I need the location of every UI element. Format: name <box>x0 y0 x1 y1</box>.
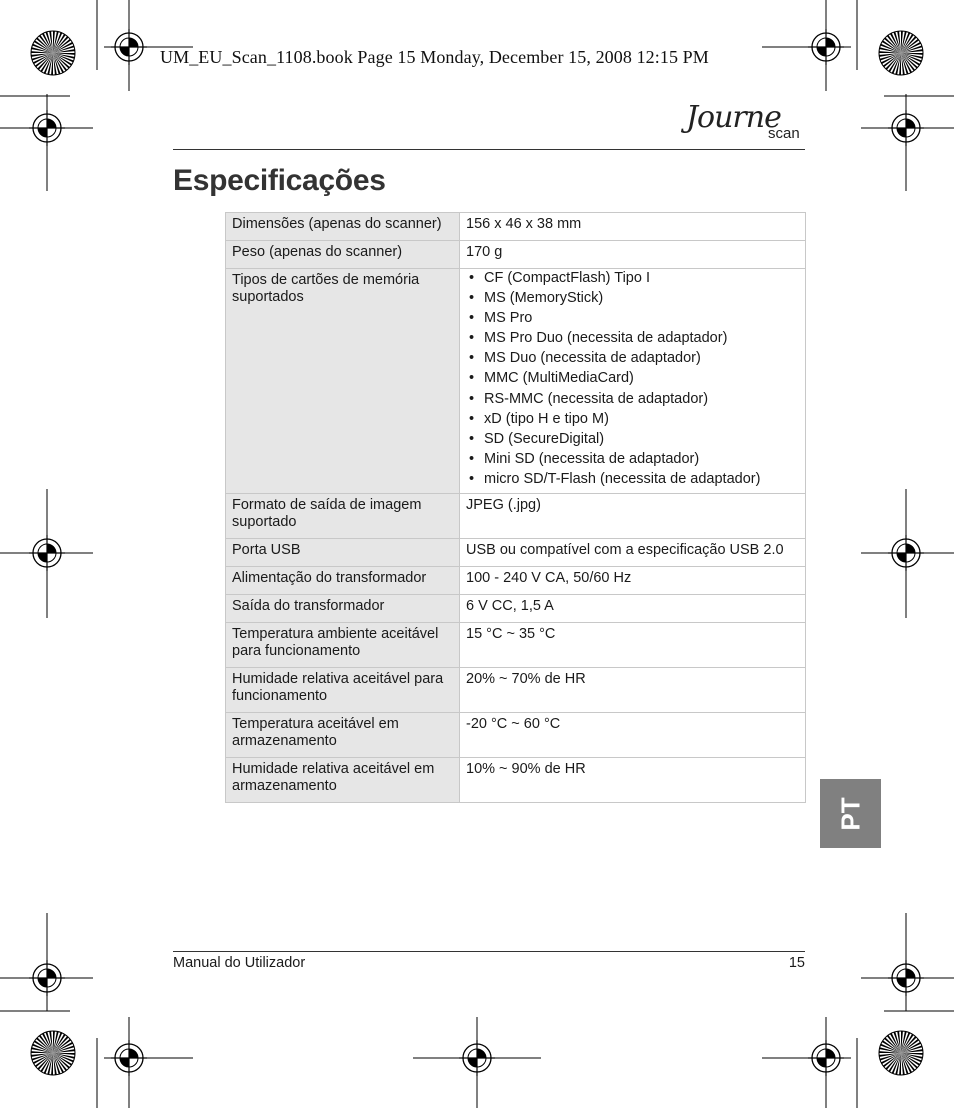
list-item-text: MS Pro <box>484 310 533 327</box>
bullet-icon: • <box>469 390 475 407</box>
page-number: 15 <box>788 955 805 971</box>
print-slug: UM_EU_Scan_1108.book Page 15 Monday, December 15, 2008 12:15 PM <box>160 47 709 67</box>
list-item-text: Mini SD (necessita de adaptador) <box>484 450 700 467</box>
spec-label: Tipos de cartões de memória suportados <box>226 269 460 494</box>
list-item-text: MS Duo (necessita de adaptador) <box>484 350 701 367</box>
list-item-text: MMC (MultiMediaCard) <box>484 370 634 387</box>
spec-row <box>226 567 806 595</box>
spec-row <box>226 213 806 241</box>
specifications-table <box>225 212 806 803</box>
footer-manual-title: Manual do Utilizador <box>173 955 306 971</box>
spec-row <box>226 713 806 758</box>
list-item <box>466 469 799 489</box>
journe-scan-logo <box>686 100 808 148</box>
spec-label: Humidade relativa aceitável em armazenamento <box>226 758 460 803</box>
bullet-icon: • <box>469 370 475 387</box>
list-item-text: xD (tipo H e tipo M) <box>484 410 609 427</box>
spec-row <box>226 758 806 803</box>
bullet-icon: • <box>469 450 475 467</box>
spec-value: USB ou compatível com a especificação USB 2.0 <box>460 539 806 567</box>
bullet-icon: • <box>469 470 475 487</box>
list-item <box>466 348 799 368</box>
spec-value <box>460 269 806 494</box>
spec-row <box>226 539 806 567</box>
spec-value: JPEG (.jpg) <box>460 494 806 539</box>
spec-value: 10% ~ 90% de HR <box>460 758 806 803</box>
bullet-icon: • <box>469 270 475 286</box>
bullet-icon: • <box>469 430 475 447</box>
spec-value: 6 V CC, 1,5 A <box>460 595 806 623</box>
bullet-icon: • <box>469 290 475 307</box>
list-item <box>466 368 799 388</box>
list-item <box>466 268 799 288</box>
spec-row <box>226 494 806 539</box>
list-item-text: CF (CompactFlash) Tipo I <box>484 270 650 286</box>
list-item <box>466 409 799 429</box>
spec-value: 15 °C ~ 35 °C <box>460 623 806 668</box>
spec-label: Saída do transformador <box>226 595 460 623</box>
spec-label: Dimensões (apenas do scanner) <box>226 213 460 241</box>
bullet-icon: • <box>469 350 475 367</box>
spec-row <box>226 668 806 713</box>
language-tab <box>820 779 881 848</box>
spec-row <box>226 241 806 269</box>
spec-value: 20% ~ 70% de HR <box>460 668 806 713</box>
list-item <box>466 308 799 328</box>
spec-value: -20 °C ~ 60 °C <box>460 713 806 758</box>
bullet-icon: • <box>469 410 475 427</box>
spec-value: 170 g <box>460 241 806 269</box>
page-title: Especificações <box>173 164 386 197</box>
list-item-text: MS (MemoryStick) <box>484 290 604 307</box>
header-rule <box>173 149 805 150</box>
list-item-text: SD (SecureDigital) <box>484 430 605 447</box>
spec-label: Temperatura aceitável em armazenamento <box>226 713 460 758</box>
list-item <box>466 288 799 308</box>
spec-label: Peso (apenas do scanner) <box>226 241 460 269</box>
spec-label: Formato de saída de imagem suportado <box>226 494 460 539</box>
spec-row <box>226 595 806 623</box>
footer-rule <box>173 951 805 952</box>
spec-label: Porta USB <box>226 539 460 567</box>
list-item-text: micro SD/T-Flash (necessita de adaptador) <box>484 470 761 487</box>
list-item <box>466 429 799 449</box>
bullet-icon: • <box>469 310 475 327</box>
logo-script: Journe <box>686 100 781 135</box>
language-tab-label: PT <box>835 796 865 831</box>
list-item-text: RS-MMC (necessita de adaptador) <box>484 390 709 407</box>
bullet-icon: • <box>469 330 475 347</box>
spec-value: 100 - 240 V CA, 50/60 Hz <box>460 567 806 595</box>
list-item <box>466 449 799 469</box>
memory-card-list <box>466 268 799 489</box>
list-item-text: MS Pro Duo (necessita de adaptador) <box>484 330 728 347</box>
spec-label: Humidade relativa aceitável para funcionamento <box>226 668 460 713</box>
logo-product: scan <box>768 125 800 142</box>
spec-row <box>226 623 806 668</box>
list-item <box>466 328 799 348</box>
spec-value: 156 x 46 x 38 mm <box>460 213 806 241</box>
spec-row <box>226 269 806 494</box>
list-item <box>466 389 799 409</box>
spec-label: Temperatura ambiente aceitável para funcionamento <box>226 623 460 668</box>
spec-label: Alimentação do transformador <box>226 567 460 595</box>
